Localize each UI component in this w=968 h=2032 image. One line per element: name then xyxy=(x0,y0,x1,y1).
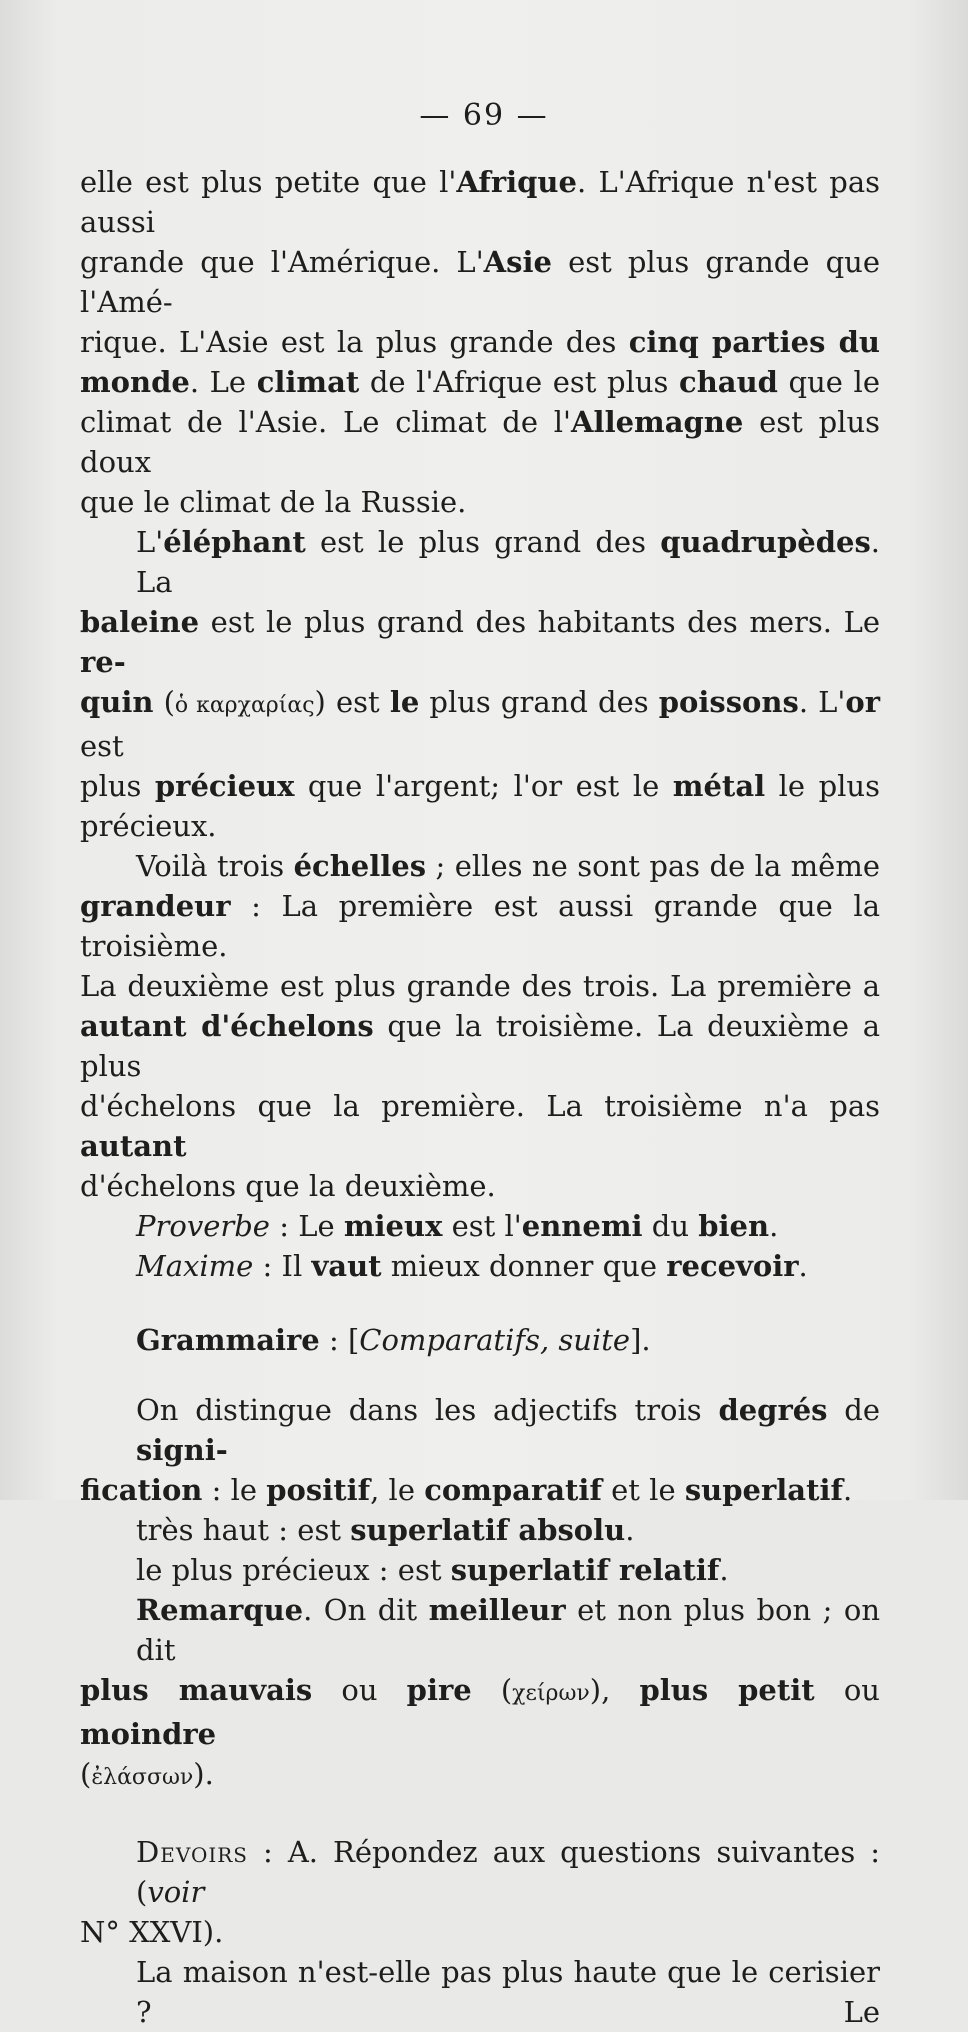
text-line xyxy=(80,402,880,482)
text-line xyxy=(80,1754,880,1798)
text-run: est le plus grand des xyxy=(305,525,661,559)
text-run: très haut : est xyxy=(136,1513,351,1547)
bold-word: éléphant xyxy=(163,525,306,559)
text-run: d'échelons que la première. La troisième n'a pas xyxy=(80,1089,880,1123)
text-run: elle est plus petite que l' xyxy=(80,165,457,199)
paragraph-homework xyxy=(80,1832,880,2032)
text-run: On distingue dans les adjectifs trois xyxy=(136,1393,719,1427)
text-line xyxy=(80,966,880,1006)
bold-word: quin xyxy=(80,685,154,719)
text-run: est plus grande que l'Amé- xyxy=(80,245,880,319)
text-run: est plus doux xyxy=(80,405,880,479)
paragraph-degrees xyxy=(80,1390,880,1590)
text-run: L' xyxy=(136,525,164,559)
bold-word: pire xyxy=(406,1673,472,1707)
bold-word: ennemi xyxy=(521,1209,643,1243)
text-run: . xyxy=(798,1249,808,1283)
bold-word: autant d'échelons xyxy=(80,1009,374,1043)
greek-word: χείρων xyxy=(512,1681,590,1706)
text-line xyxy=(80,1470,880,1510)
text-run: précieux. xyxy=(80,809,217,843)
text-run: Voilà trois xyxy=(136,849,294,883)
text-run: grande que l'Amérique. L' xyxy=(80,245,484,279)
text-line xyxy=(80,1952,880,2032)
text-line xyxy=(80,362,880,402)
text-run: : [ xyxy=(319,1323,360,1357)
bold-word: comparatif xyxy=(424,1473,602,1507)
text-run: ou xyxy=(312,1673,407,1707)
text-line xyxy=(80,242,880,322)
text-run: . La xyxy=(136,525,880,599)
text-run: N° XXVI). xyxy=(80,1915,224,1949)
text-line xyxy=(80,1912,880,1952)
bold-word: quadrupèdes xyxy=(660,525,871,559)
text-line xyxy=(80,682,880,766)
page-number: — 69 — xyxy=(419,98,549,133)
bold-word: plus petit xyxy=(639,1673,815,1707)
text-run: rique. L'Asie est la plus grande des xyxy=(80,325,629,359)
bold-word: plus mauvais xyxy=(80,1673,313,1707)
italic-word: voir xyxy=(147,1875,205,1909)
bold-word: grandeur xyxy=(80,889,231,923)
text-line xyxy=(80,1390,880,1470)
text-run: est l' xyxy=(442,1209,522,1243)
text-run: plus grand des xyxy=(419,685,659,719)
bold-word: chaud xyxy=(679,365,778,399)
bold-word: re- xyxy=(80,645,126,679)
text-run: que le xyxy=(777,365,880,399)
text-run: ou xyxy=(814,1673,880,1707)
text-run: : La première est aussi grande que la troisième. xyxy=(80,889,880,963)
text-run: . xyxy=(842,1473,853,1507)
bold-word: autant xyxy=(80,1129,187,1163)
text-run: que la troisième. La deuxième a plus xyxy=(80,1009,880,1083)
bold-word: moindre xyxy=(80,1717,217,1751)
text-run: ( xyxy=(471,1673,513,1707)
bold-word: Afrique xyxy=(456,165,577,199)
bold-word: monde xyxy=(80,365,190,399)
bold-word: climat xyxy=(256,365,360,399)
text-run: . xyxy=(769,1209,779,1243)
bold-word: échelles xyxy=(293,849,427,883)
text-line xyxy=(80,322,880,362)
text-run: climat de l'Asie. Le climat de l' xyxy=(80,405,572,439)
bold-word: métal xyxy=(672,769,766,803)
text-run: de l'Afrique est plus xyxy=(359,365,680,399)
text-line xyxy=(80,1006,880,1086)
text-run: et non plus bon ; on dit xyxy=(136,1593,880,1667)
text-run: Devoirs xyxy=(136,1835,248,1869)
bold-word: or xyxy=(845,685,881,719)
bold-word: fication xyxy=(80,1473,203,1507)
paragraph-animals xyxy=(80,522,880,846)
bold-word: cinq parties du xyxy=(628,325,880,359)
text-run: est le plus grand des habitants des mers. Le xyxy=(199,605,880,639)
paragraph-remark xyxy=(80,1590,880,1798)
text-run: : Le xyxy=(269,1209,344,1243)
text-line xyxy=(80,1166,880,1206)
text-run: de xyxy=(827,1393,880,1427)
bold-word: degrés xyxy=(718,1393,828,1427)
text-line xyxy=(80,1086,880,1166)
text-run: . xyxy=(719,1553,729,1587)
text-line xyxy=(80,482,880,522)
bold-word: baleine xyxy=(80,605,200,639)
bold-word: superlatif xyxy=(684,1473,843,1507)
text-line xyxy=(80,1590,880,1670)
text-line xyxy=(80,522,880,602)
paragraph-geography xyxy=(80,162,880,522)
text-line xyxy=(80,1510,880,1550)
text-run: ), xyxy=(589,1673,640,1707)
maxim-line xyxy=(80,1246,880,1286)
bold-word: mieux xyxy=(343,1209,443,1243)
bold-word: le xyxy=(389,685,420,719)
text-run: ( xyxy=(153,685,175,719)
bold-word: poissons xyxy=(658,685,799,719)
bold-word: Grammaire xyxy=(136,1323,320,1357)
bold-word: vaut xyxy=(311,1249,382,1283)
italic-word: Proverbe xyxy=(136,1209,270,1243)
bold-word: superlatif relatif xyxy=(450,1553,720,1587)
text-run: . L' xyxy=(798,685,846,719)
italic-word: Comparatifs, suite xyxy=(359,1323,631,1357)
text-run: et le xyxy=(601,1473,685,1507)
greek-word: ὁ καρχαρίας xyxy=(174,693,315,718)
text-line xyxy=(80,846,880,886)
bold-word: Remarque xyxy=(136,1593,304,1627)
text-run: La maison n'est-elle pas plus haute que le cerisier ? Le xyxy=(136,1955,880,2029)
text-run: ]. xyxy=(630,1323,651,1357)
page-text xyxy=(80,162,880,2032)
text-run: . Le xyxy=(189,365,257,399)
text-run: le plus xyxy=(765,769,880,803)
text-line xyxy=(80,602,880,682)
text-run: que le climat de la Russie. xyxy=(80,485,467,519)
bold-word: signi- xyxy=(136,1433,228,1467)
text-run: du xyxy=(642,1209,699,1243)
italic-word: Maxime xyxy=(136,1249,254,1283)
text-run: La deuxième est plus grande des trois. La première a xyxy=(80,969,880,1003)
text-run: mieux donner que xyxy=(381,1249,667,1283)
text-run: ) est xyxy=(314,685,390,719)
text-run: , le xyxy=(370,1473,425,1507)
text-run: ). xyxy=(193,1757,214,1791)
bold-word: recevoir xyxy=(666,1249,799,1283)
paragraph-ladders xyxy=(80,846,880,1206)
text-line xyxy=(80,886,880,966)
text-run: ; elles ne sont pas de la même xyxy=(426,849,880,883)
text-run: que l'argent; l'or est le xyxy=(294,769,673,803)
bold-word: superlatif absolu xyxy=(350,1513,626,1547)
grammar-heading xyxy=(80,1320,880,1360)
bold-word: Allemagne xyxy=(571,405,744,439)
text-run: est xyxy=(80,729,124,763)
bold-word: Asie xyxy=(483,245,552,279)
proverb-line xyxy=(80,1206,880,1246)
bold-word: meilleur xyxy=(428,1593,566,1627)
text-run: d'échelons que la deuxième. xyxy=(80,1169,496,1203)
text-run: : A. Répondez aux questions suivantes : ( xyxy=(136,1835,880,1909)
greek-word: ἐλάσσων xyxy=(91,1765,194,1790)
text-line xyxy=(80,1832,880,1912)
text-line xyxy=(80,766,880,806)
text-run: plus xyxy=(80,769,155,803)
text-run: : le xyxy=(202,1473,267,1507)
text-run: . L'Afrique n'est pas aussi xyxy=(80,165,880,239)
text-line xyxy=(80,162,880,242)
text-run: . xyxy=(625,1513,635,1547)
bold-word: positif xyxy=(266,1473,371,1507)
text-run: . On dit xyxy=(303,1593,429,1627)
text-line xyxy=(80,1670,880,1754)
text-line xyxy=(80,1550,880,1590)
text-line xyxy=(80,806,880,846)
bold-word: bien xyxy=(698,1209,770,1243)
text-run: : Il xyxy=(253,1249,312,1283)
text-run: ( xyxy=(80,1757,92,1791)
bold-word: précieux xyxy=(154,769,295,803)
text-run: le plus précieux : est xyxy=(136,1553,451,1587)
